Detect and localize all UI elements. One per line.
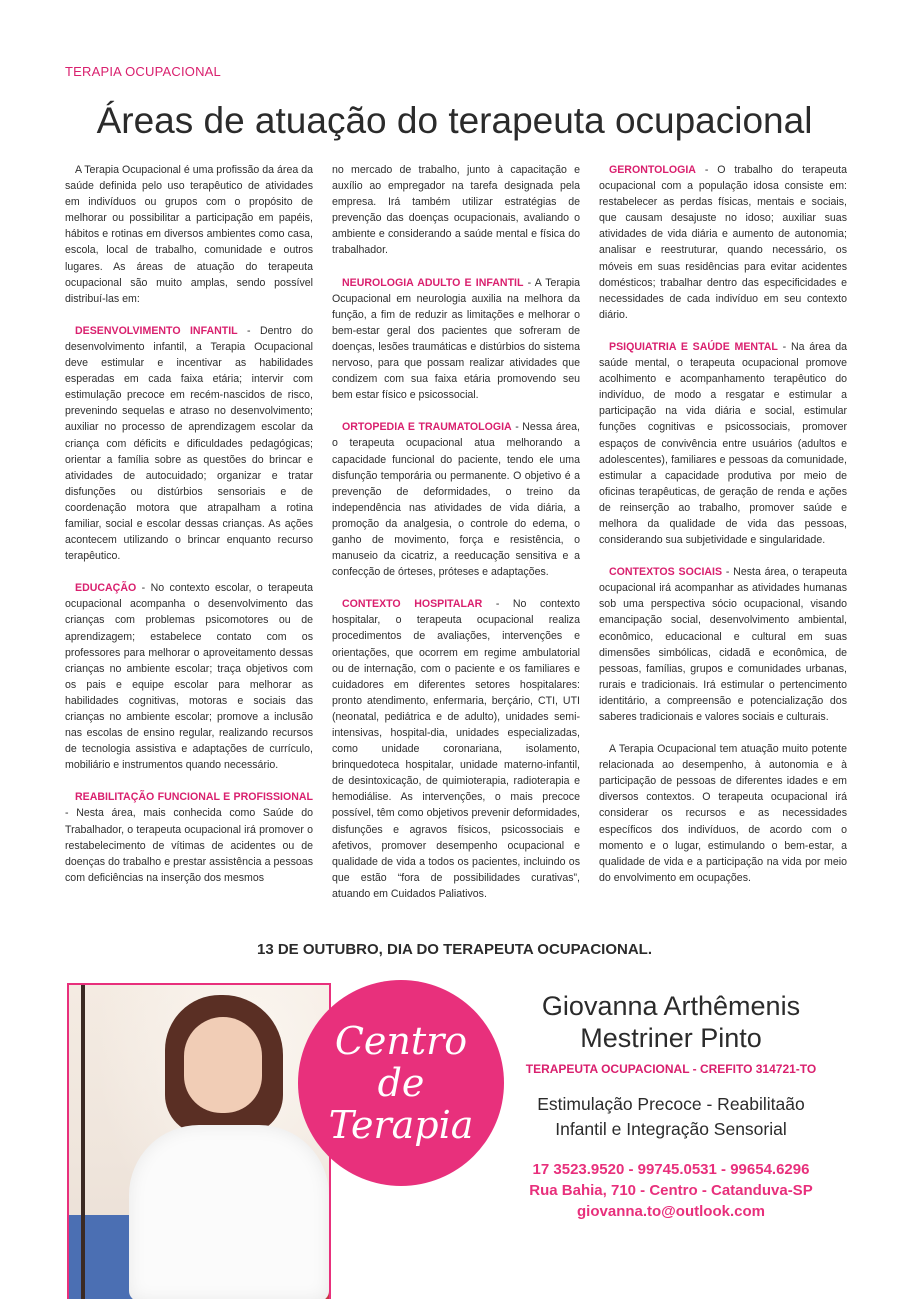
section-body: - Dentro do desenvolvimento infantil, a Terapia Ocupacional deve estimular e incentivar as habilidades esperadas em cada faixa etária; intervir com estimulação precoce em recém-nascidos de risco, prevenindo sequelas e atraso no desenvolvimento; auxiliar no processo de aprendizagem escolar da criança com déficits e dificuldades pedagógicas; orientar a família sobre as questões do brincar e atividades de autocuidado; organizar e tratar disfunções ou distúrbios sensoriais e de coordenação motora que atrapalham a rotina familiar, social e escolar dessas crianças. As ações acontecem utilizando o brincar enquanto recurso terapêutico. [65, 324, 313, 563]
logo-line-1: Centro [334, 1019, 468, 1063]
therapist-role: TERAPEUTA OCUPACIONAL - CREFITO 314721-TO [525, 1062, 817, 1076]
specialties [506, 1092, 836, 1142]
section-body: - Nesta área, mais conhecida como Saúde do Trabalhador, o terapeuta ocupacional irá promover o restabelecimento de vítimas de acidentes ou de doenças do trabalho e prestar assistência a pessoas com deficiências na inserção dos mesmos [65, 807, 313, 884]
section-body: - Nessa área, o terapeuta ocupacional atua melhorando a capacidade funcional do paciente, tendo ele uma disfunção temporária ou permanente. O objetivo é a prevenção de deformidades, o treino da independência nas atividades de vida diária, a promoção da analgesia, o controle do edema, o ganho de movimento, força e resistência, o manuseio da cicatriz, a reeducação sensitiva e a confecção de órteses, próteses e adaptações. [332, 421, 580, 579]
article-column-3 [599, 162, 847, 902]
phone-numbers: 17 3523.9520 - 99745.0531 - 99654.6296 [532, 1161, 810, 1178]
section-heading: CONTEXTOS SOCIAIS [609, 566, 723, 579]
section-educacao [65, 580, 313, 773]
therapist-day-banner: 13 DE OUTUBRO, DIA DO TERAPEUTA OCUPACIONAL. [256, 941, 653, 958]
photo-lab-coat [129, 1125, 329, 1299]
intro-paragraph: A Terapia Ocupacional é uma profissão da área da saúde definida pelo uso terapêutico de atividades em indivíduos ou grupos com o propósito de melhorar ou possibilitar a participação em papéis, hábitos e rotinas em diversos ambientes como casa, escola, local de trabalho, comunidade e outros lugares. As áreas de atuação do terapeuta ocupacional são muito amplas, sendo possível distribuí-las em: [65, 164, 313, 305]
section-heading: CONTEXTO HOSPITALAR [342, 598, 483, 611]
section-heading: ORTOPEDIA E TRAUMATOLOGIA [342, 421, 512, 434]
photo-face [184, 1017, 262, 1113]
section-ortopedia [332, 419, 580, 580]
section-body: - A Terapia Ocupacional em neurologia auxilia na melhora da função, a fim de reduzir as limitações e melhorar o bem-estar geral dos pacientes que sofreram de doenças, lesões traumáticas e distúrbios do sistema nervoso, para que possam realizar atividades que condizem com sua faixa etária promovendo seu bem estar físico e psicossocial. [332, 276, 581, 402]
therapist-photo [67, 983, 331, 1299]
section-gerontologia [599, 162, 847, 323]
logo-line-3: Terapia [328, 1103, 474, 1147]
contact-card [506, 990, 836, 1222]
section-heading: REABILITAÇÃO FUNCIONAL E PROFISSIONAL [75, 791, 313, 804]
closing-paragraph: A Terapia Ocupacional tem atuação muito potente relacionada ao desempenho, à autonomia e à participação de pessoas de diferentes idades e em diversos contextos. O terapeuta ocupacional irá considerar os recursos e as necessidades específicos dos indivíduos, de acordo com o momento e o lugar, estimulando o bem-estar, a qualidade de vida e a participação na vida por meio do envolvimento em ocupações. [599, 743, 847, 884]
section-body: - O trabalho do terapeuta ocupacional com a população idosa consiste em: restabelecer as perdas físicas, mentais e sociais, que causam desajuste no idoso; auxiliar suas atividades de vida diária e aumento de autonomia; analisar e reestruturar, quando necessário, os móveis em suas residências para evitar acidentes domésticos; trabalhar dentro das especificidades e necessidades de cada indivíduo em seu contexto diário. [599, 164, 847, 321]
name-line-1: Giovanna Arthêmenis [541, 991, 801, 1021]
continuation-paragraph: no mercado de trabalho, junto à capacitação e auxílio ao empregador na tarefa designada pela empresa. Irá também utilizar estratégias de prevenção das doenças ocupacionais, avaliando o ambiente e considerando a saúde mental e física do trabalhador. [332, 164, 580, 257]
photo-swing-rope [81, 985, 85, 1299]
section-heading: DESENVOLVIMENTO INFANTIL [75, 324, 238, 337]
centro-de-terapia-logo [298, 980, 504, 1186]
section-heading: PSIQUIATRIA E SAÚDE MENTAL [609, 340, 778, 353]
section-contexto-hospitalar [332, 596, 580, 902]
section-psiquiatria [599, 339, 847, 548]
section-reabilitacao [65, 789, 313, 886]
section-heading: EDUCAÇÃO [75, 582, 137, 595]
address: Rua Bahia, 710 - Centro - Catanduva-SP [529, 1182, 813, 1199]
section-body: - Na área da saúde mental, o terapeuta ocupacional promove acolhimento e acompanhamento terapêutico do indivíduo, de modo a resgatar e estimular a participação na vida diária e social, estimular funções cognitivas e psicossociais, promover espaços de convivência entre usuários (adultos e adolescentes), familiares e pessoas da comunidade, estimular a capacidade produtiva por meio de oficinas terapêuticas, de geração de renda e ações de reinserção ao trabalho, promover saúde e melhora da qualidade de vida das pessoas, considerando sua subjetividade e singularidade. [599, 340, 847, 547]
specialty-line-2: Infantil e Integração Sensorial [555, 1119, 787, 1139]
section-contextos-sociais [599, 564, 847, 725]
page-title: Áreas de atuação do terapeuta ocupacional [96, 100, 813, 141]
logo-line-2: de [377, 1061, 425, 1105]
section-body: - No contexto hospitalar, o terapeuta ocupacional realiza procedimentos de avaliações, intervenções e orientações, que ocorrem em regime ambulatorial ou de internação, com o paciente e os familiares e cuidadores em diferentes setores hospitalares: pronto atendimento, enfermaria, berçário, CTI, UTI (neonatal, pediátrica e de adulto), unidades semi-intensivas, hospital-dia, unidades especializadas, como unidade coronariana, isolamento, brinquedoteca hospitalar, unidade materno-infantil, de desintoxicação, de quimioterapia, radioterapia e hemodiálise. As intervenções, o mais precoce possível, têm como objetivos prevenir deformidades, disfunções e agravos físicos, psicossociais e afetivos, promover desempenho ocupacional e qualidade de vida a todos os pacientes, incluindo os que estão “fora de possibilidades curativas”, atuando em Cuidados Paliativos. [332, 598, 580, 900]
email-address: giovanna.to@outlook.com [577, 1203, 765, 1220]
section-desenvolvimento-infantil [65, 323, 313, 564]
section-neurologia [332, 275, 580, 404]
specialty-line-1: Estimulação Precoce - Reabilitaão [537, 1094, 805, 1114]
section-tag: TERAPIA OCUPACIONAL [65, 64, 221, 79]
section-body: - Nesta área, o terapeuta ocupacional irá acompanhar as atividades humanas sob uma perspectiva sócio ocupacional, visando emancipação social, desenvolvimento ambiental, econômico, educacional e cultural em suas dimensões simbólicas, cidadã e econômica, de pessoas, famílias, grupos e comunidades urbanas, rurais e tradicionais. Irá estimular o pertencimento identitário, a compreensão e potencialização dos saberes tradicionais e valores sociais e culturais. [599, 566, 847, 723]
therapist-name [506, 990, 836, 1054]
section-body: - No contexto escolar, o terapeuta ocupacional acompanha o desenvolvimento das crianças com problemas psicomotores ou de aprendizagem; estabelece contato com os professores para melhorar o aproveitamento dessas crianças no ambiente escolar; traça objetivos com os pais e equipe escolar para melhorar as habilidades cognitivas, motoras e sociais das crianças no ambiente escolar; promove a inclusão nas escolas de ensino regular, realizando recursos de tecnologia assistiva e adaptações de currículo, mobiliário e instrumentos quando necessário. [65, 582, 313, 772]
article-column-1 [65, 162, 313, 902]
section-heading: GERONTOLOGIA [609, 164, 696, 176]
name-line-2: Mestriner Pinto [580, 1023, 762, 1053]
article-column-2 [332, 162, 580, 918]
section-heading: NEUROLOGIA ADULTO E INFANTIL [342, 276, 524, 289]
